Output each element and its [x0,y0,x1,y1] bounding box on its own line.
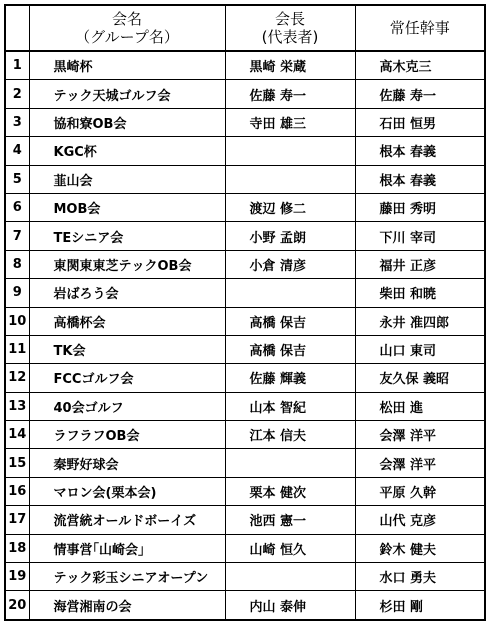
secretary-cell: 松田 進 [355,392,485,420]
secretary-cell: 山代 克彦 [355,506,485,534]
group-name-cell: 秦野好球会 [29,449,225,477]
representative-cell: 小倉 清彦 [225,250,355,278]
group-name-cell: ラフラフOB会 [29,421,225,449]
secretary-cell: 根本 春義 [355,137,485,165]
group-name-cell: テック天城ゴルフ会 [29,80,225,108]
header-secretary: 常任幹事 [355,5,485,51]
row-number: 19 [5,563,29,591]
row-number: 6 [5,193,29,221]
table-body [5,51,485,620]
secretary-cell: 藤田 秀明 [355,193,485,221]
row-number: 16 [5,477,29,505]
table-row [5,392,485,420]
secretary-cell: 山口 東司 [355,335,485,363]
table-row [5,222,485,250]
group-name-cell: 流営統オールドボーイズ [29,506,225,534]
group-name-cell: TK会 [29,335,225,363]
table-row [5,449,485,477]
representative-cell: 佐藤 輝義 [225,364,355,392]
table-row [5,165,485,193]
group-name-cell: TEシニア会 [29,222,225,250]
secretary-cell: 佐藤 寿一 [355,80,485,108]
table-row [5,534,485,562]
secretary-cell: 会澤 洋平 [355,449,485,477]
table-row [5,563,485,591]
group-name-cell: 情事営｢山崎会｣ [29,534,225,562]
representative-cell [225,165,355,193]
row-number: 2 [5,80,29,108]
table-header [5,5,485,51]
header-row [5,5,485,51]
group-name-cell: MOB会 [29,193,225,221]
secretary-cell: 会澤 洋平 [355,421,485,449]
representative-cell: 山本 智紀 [225,392,355,420]
row-number: 13 [5,392,29,420]
representative-cell: 佐藤 寿一 [225,80,355,108]
table-row [5,108,485,136]
table-row [5,193,485,221]
secretary-cell: 根本 春義 [355,165,485,193]
group-name-cell: 東関東東芝テックOB会 [29,250,225,278]
table-row [5,421,485,449]
row-number: 9 [5,279,29,307]
group-name-cell: 韮山会 [29,165,225,193]
secretary-cell: 高木克三 [355,51,485,80]
secretary-cell: 水口 勇夫 [355,563,485,591]
secretary-cell: 石田 恒男 [355,108,485,136]
row-number: 11 [5,335,29,363]
header-representative [225,5,355,51]
row-number: 18 [5,534,29,562]
representative-cell: 小野 孟朗 [225,222,355,250]
table-row [5,477,485,505]
row-number: 8 [5,250,29,278]
representative-cell [225,137,355,165]
group-name-cell: マロン会(栗本会) [29,477,225,505]
row-number: 4 [5,137,29,165]
group-name-cell: テック彩玉シニアオープン [29,563,225,591]
group-name-cell: KGC杯 [29,137,225,165]
table-row [5,364,485,392]
row-number: 20 [5,591,29,620]
group-name-cell: 40会ゴルフ [29,392,225,420]
representative-cell [225,279,355,307]
representative-cell: 山崎 恒久 [225,534,355,562]
row-number: 10 [5,307,29,335]
golf-groups-table [4,4,486,621]
representative-cell [225,449,355,477]
table-row [5,80,485,108]
row-number: 12 [5,364,29,392]
group-name-cell: FCCゴルフ会 [29,364,225,392]
secretary-cell: 友久保 義昭 [355,364,485,392]
representative-cell: 高橋 保吉 [225,307,355,335]
header-representative-line1: 会長 [274,10,305,28]
representative-cell: 池西 憲一 [225,506,355,534]
table-row [5,250,485,278]
header-group-name-line1: 会名 [111,10,142,28]
secretary-cell: 鈴木 健夫 [355,534,485,562]
representative-cell: 内山 泰伸 [225,591,355,620]
group-name-cell: 海営湘南の会 [29,591,225,620]
table-row [5,591,485,620]
header-group-name-line2: （グループ名） [75,28,179,46]
table-row [5,307,485,335]
row-number: 14 [5,421,29,449]
row-number: 1 [5,51,29,80]
group-name-cell: 岩ばろう会 [29,279,225,307]
group-name-cell: 黒崎杯 [29,51,225,80]
row-number: 7 [5,222,29,250]
representative-cell: 渡辺 修二 [225,193,355,221]
table-row [5,51,485,80]
table-row [5,137,485,165]
row-number: 3 [5,108,29,136]
table-row [5,335,485,363]
secretary-cell: 柴田 和暁 [355,279,485,307]
secretary-cell: 永井 准四郎 [355,307,485,335]
secretary-cell: 福井 正彦 [355,250,485,278]
table-row [5,506,485,534]
header-group-name [29,5,225,51]
row-number: 5 [5,165,29,193]
representative-cell: 寺田 雄三 [225,108,355,136]
secretary-cell: 下川 宰司 [355,222,485,250]
secretary-cell: 平原 久幹 [355,477,485,505]
header-representative-line2: (代表者) [261,28,319,46]
secretary-cell: 杉田 剛 [355,591,485,620]
row-number: 15 [5,449,29,477]
table-row [5,279,485,307]
header-number [5,5,29,51]
group-name-cell: 高橋杯会 [29,307,225,335]
representative-cell: 栗本 健次 [225,477,355,505]
group-name-cell: 協和寮OB会 [29,108,225,136]
representative-cell: 黒崎 栄蔵 [225,51,355,80]
representative-cell [225,563,355,591]
representative-cell: 高橋 保吉 [225,335,355,363]
row-number: 17 [5,506,29,534]
representative-cell: 江本 信夫 [225,421,355,449]
